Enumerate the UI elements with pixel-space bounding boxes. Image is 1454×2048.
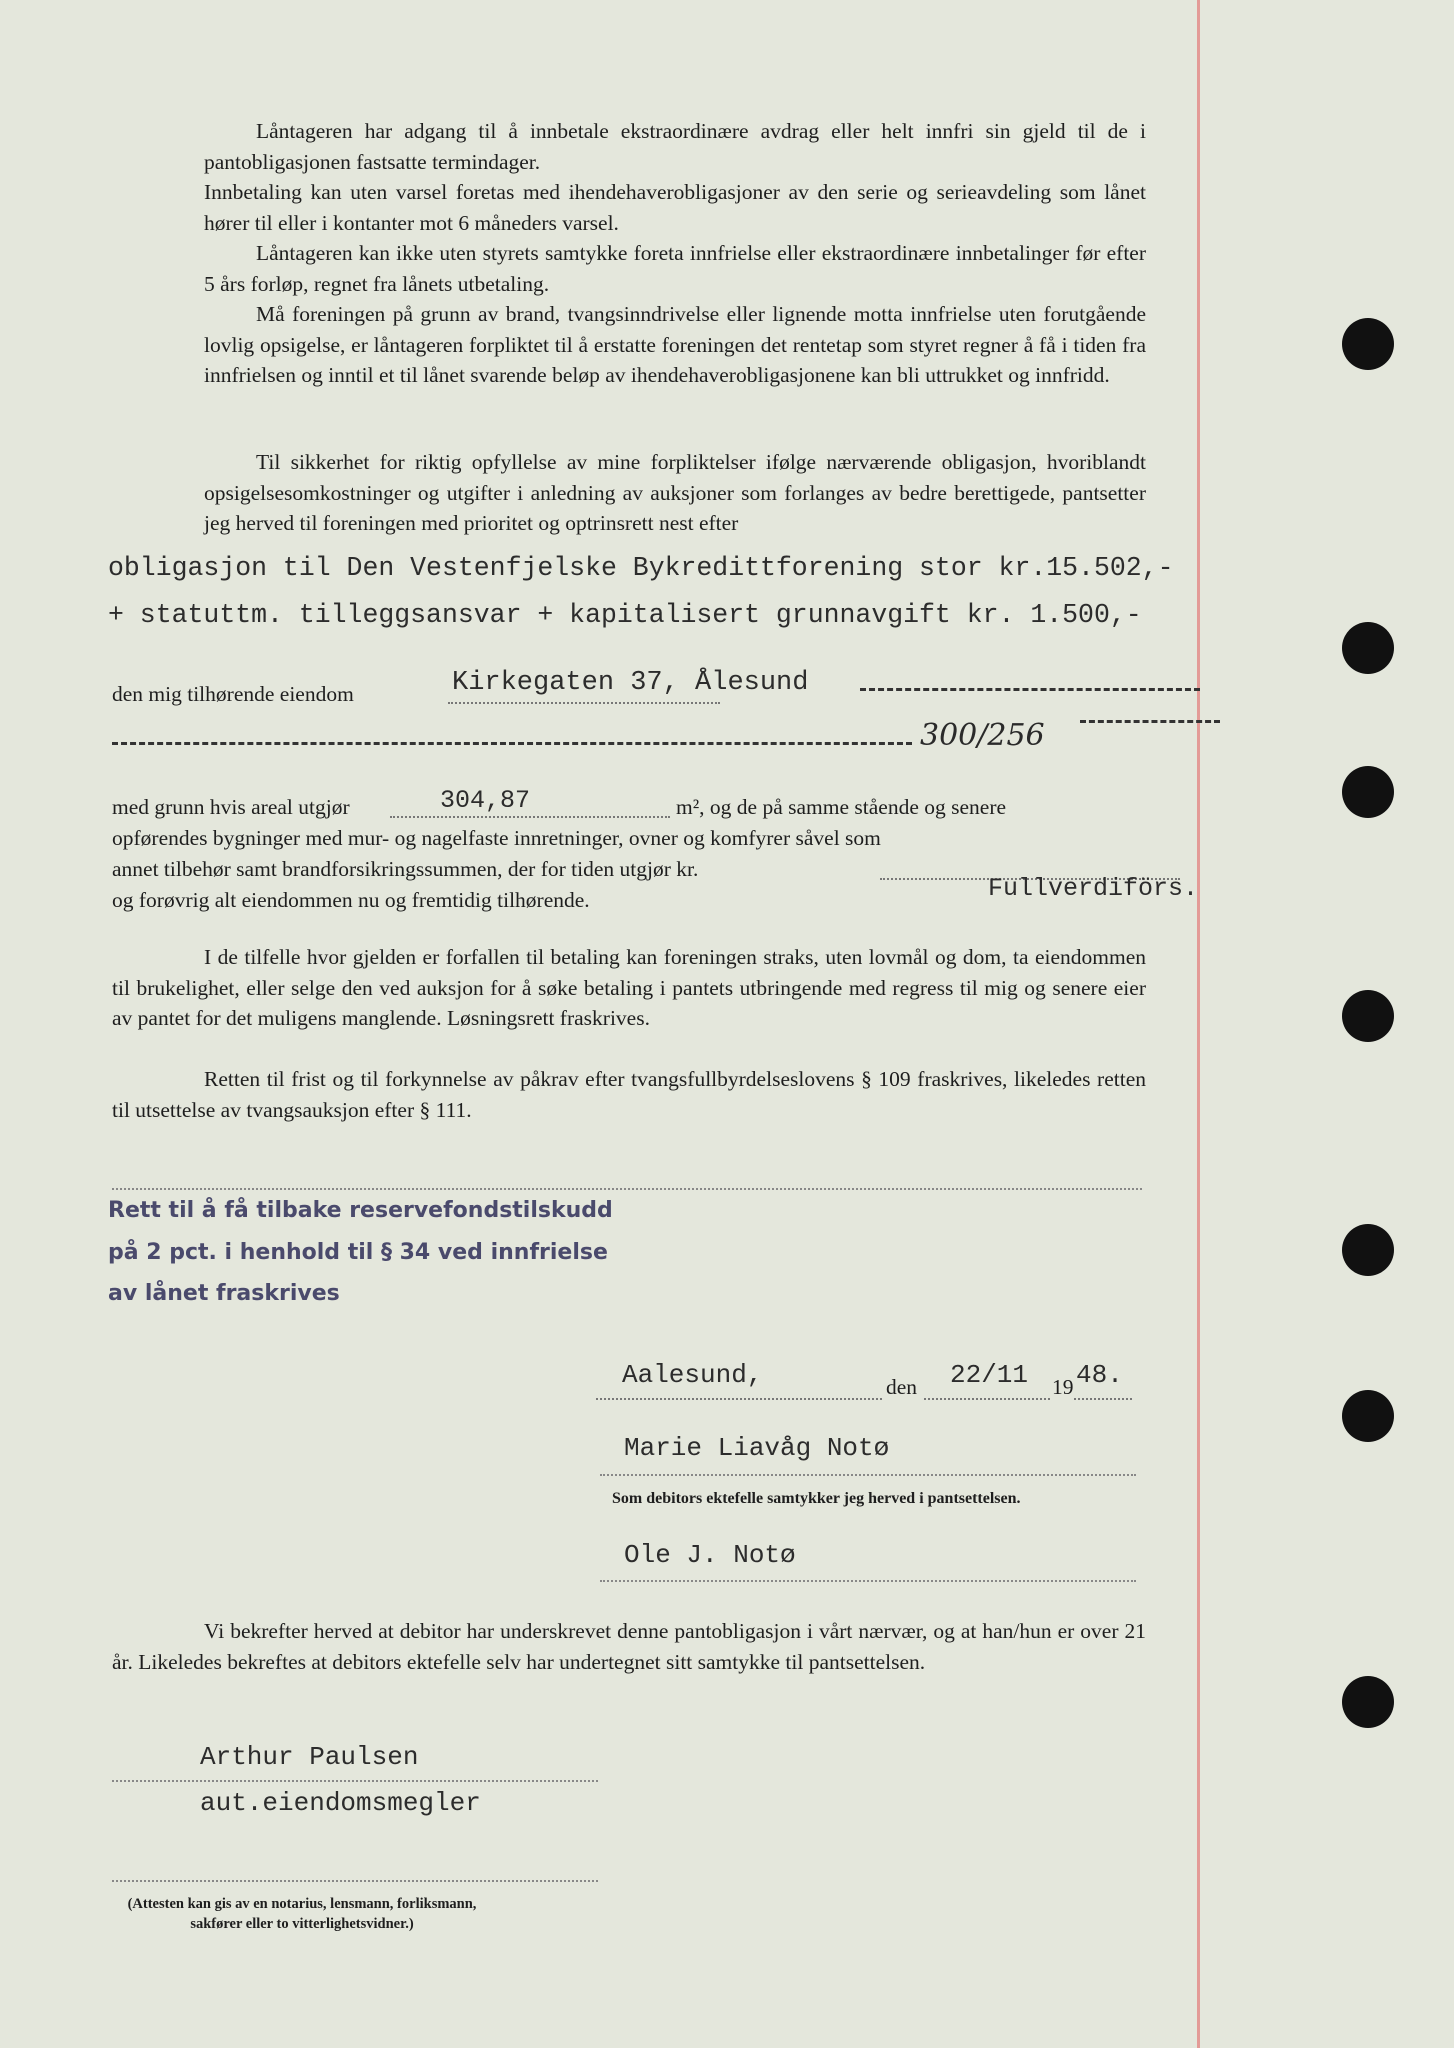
paragraph-waivers: Retten til frist og til forkynnelse av påkrav efter tvangsfullbyrdelseslovens § 109 fraskrives, likeledes retten til utsettelse av tvangsauksjon efter § 111. [112, 1067, 1146, 1122]
punch-hole [1342, 1676, 1394, 1728]
signing-date: 22/11 [950, 1360, 1029, 1390]
stamp-line-3: av lånet fraskrives [108, 1281, 340, 1306]
signing-place: Aalesund, [622, 1360, 763, 1390]
witness-title: aut.eiendomsmegler [200, 1788, 481, 1818]
witness-name: Arthur Paulsen [200, 1742, 419, 1772]
red-margin-line [1197, 0, 1200, 2048]
signature-line [600, 1580, 1136, 1582]
paragraph-board-consent: Låntageren kan ikke uten styrets samtykke foreta innfrielse eller ekstraordinære innbetalinger før efter 5 års forløp, regnet fra lånets utbetaling. [204, 241, 1146, 296]
dotted-fill [448, 702, 720, 704]
punch-hole [1342, 622, 1394, 674]
punch-hole [1342, 1224, 1394, 1276]
stamp-line-2: på 2 pct. i henhold til § 34 ved innfrielse [108, 1240, 608, 1265]
spouse-signature: Ole J. Notø [624, 1540, 796, 1570]
dash-fill [860, 688, 1200, 691]
spouse-consent-text: Som debitors ektefelle samtykker jeg herved i pantsettelsen. [612, 1490, 1021, 1507]
property-label: den mig tilhørende eiendom [112, 682, 354, 706]
dash-fill [112, 742, 912, 745]
debtor-signature: Marie Liavåg Notø [624, 1433, 890, 1463]
insurance-value: Fullverdiförs. [988, 874, 1199, 903]
stamp-line-1: Rett til å få tilbake reservefondstilskudd [108, 1198, 613, 1223]
signature-line [600, 1474, 1136, 1476]
typed-prior-obligation: obligasjon til Den Vestenfjelske Bykredittforening stor kr.15.502,- [108, 553, 1174, 583]
building-line-3: annet tilbehør samt brandforsikringssummen, der for tiden utgjør kr. [112, 857, 699, 881]
punch-hole [1342, 990, 1394, 1042]
attestation-text: Vi bekrefter herved at debitor har underskrevet denne pantobligasjon i vårt nærvær, og at han/hun er over 21 år. Likeledes bekreftes at debitors ektefelle selv har undertegnet sitt samtykke til pantsettelsen. [112, 1619, 1146, 1674]
year-prefix: 19 [1052, 1375, 1074, 1399]
paragraph-interest-loss: Må foreningen på grunn av brand, tvangsinndrivelse eller lignende motta innfrielse uten forutgående lovlig opsigelse, er låntageren forpliktet til å erstatte foreningen det rentetap som styret regner å få i tiden fra innfrielsen og inntil et til lånet svarende beløp av ihendehaverobligasjonene kan bli uttrukket og innfridd. [204, 302, 1146, 387]
paragraph-early-repayment: Låntageren har adgang til å innbetale ekstraordinære avdrag eller helt innfri sin gjeld til de i pantobligasjonen fastsatte termindager. [204, 119, 1146, 174]
typed-additional-liability: + statuttm. tilleggsansvar + kapitalisert grunnavgift kr. 1.500,- [108, 600, 1142, 630]
punch-hole [1342, 1390, 1394, 1442]
punch-hole [1342, 318, 1394, 370]
paragraph-security-pledge: Til sikkerhet for riktig opfyllelse av mine forpliktelser ifølge nærværende obligasjon, hvoriblandt opsigelsesomkostninger og utgifter i anledning av auksjoner som forlanges av bedre berettigede, pantsetter jeg herved til foreningen med prioritet og optrinsrett nest efter [204, 450, 1146, 535]
area-prefix: med grunn hvis areal utgjør [112, 795, 350, 819]
paragraph-payment-notice: Innbetaling kan uten varsel foretas med ihendehaverobligasjoner av den serie og serieavdeling som lånet hører til eller i kontanter mot 6 måneders varsel. [204, 180, 1146, 235]
building-line-4: og forøvrig alt eiendommen nu og fremtidig tilhørende. [112, 888, 590, 912]
dotted-fill [596, 1398, 882, 1400]
dotted-fill [924, 1398, 1050, 1400]
punch-hole [1342, 766, 1394, 818]
dotted-fill [390, 816, 670, 818]
property-address: Kirkegaten 37, Ålesund [452, 668, 809, 698]
area-value: 304,87 [440, 786, 531, 815]
section-divider [112, 1188, 1142, 1190]
handwritten-reference: 300/256 [920, 718, 1045, 753]
witness-line [112, 1780, 598, 1782]
date-prefix: den [886, 1375, 918, 1399]
building-line-2: opførendes bygninger med mur- og nagelfaste innretninger, ovner og komfyrer såvel som [112, 826, 881, 850]
paragraph-default-remedies: I de tilfelle hvor gjelden er forfallen til betaling kan foreningen straks, uten lovmål og dom, ta eiendommen til brukelighet, eller selge den ved auksjon for å søke betaling i pantets utbringende med regress til mig og senere eier av pantet for det muligens manglende. Løsningsrett fraskrives. [112, 945, 1146, 1030]
dotted-fill [1074, 1398, 1132, 1400]
area-suffix: m², og de på samme stående og senere [676, 795, 1007, 819]
dash-fill [1080, 720, 1220, 723]
year-suffix: 48. [1076, 1360, 1123, 1390]
witness-line [112, 1880, 598, 1882]
attestation-footnote: (Attesten kan gis av en notarius, lensmann, forliksmann, sakfører eller to vitterlighetsvidner.) [127, 1896, 477, 1932]
